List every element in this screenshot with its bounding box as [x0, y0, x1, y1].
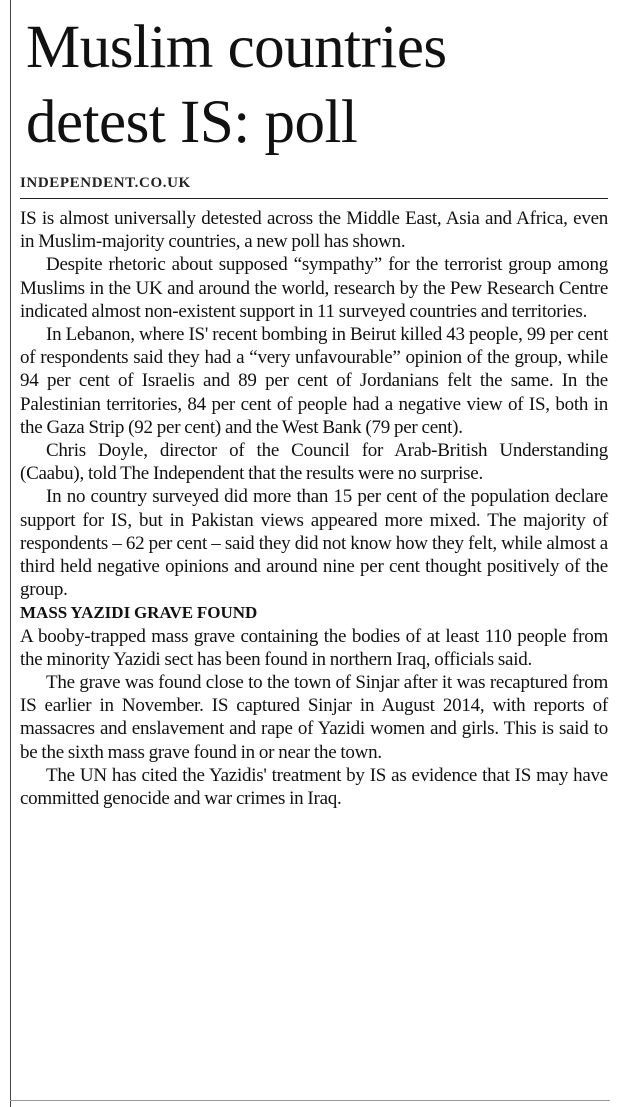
bottom-rule [10, 1100, 610, 1101]
source-credit: INDEPENDENT.CO.UK [20, 175, 191, 191]
headline [20, 10, 608, 160]
paragraph: In Lebanon, where IS' recent bombing in Beirut killed 43 people, 99 per cent of respondents said they had a “very unfavourable” opinion of the group, while 94 per cent of Israelis and 89 per cent of Jordanians felt the same. In the Palestinian territories, 84 per cent of people had a negative view of IS, both in the Gaza Strip (92 per cent) and the West Bank (79 per cent). [20, 324, 608, 438]
paragraph: A booby-trapped mass grave containing the bodies of at least 110 people from the minority Yazidi sect has been found in northern Iraq, officials said. [20, 625, 608, 670]
article [20, 0, 608, 810]
headline-line-2: detest IS: poll [26, 89, 358, 156]
paragraph: IS is almost universally detested across the Middle East, Asia and Africa, even in Muslim-majority countries, a new poll has shown. [20, 208, 608, 253]
subheading: MASS YAZIDI GRAVE FOUND [20, 603, 258, 623]
article-body [20, 207, 608, 810]
paragraph: The grave was found close to the town of Sinjar after it was recaptured from IS earlier in November. IS captured Sinjar in August 2014, with reports of massacres and enslavement and rape of Yazidi women and girls. This is said to be the sixth mass grave found in or near the town. [20, 672, 608, 763]
paragraph: Chris Doyle, director of the Council for Arab-British Understanding (Caabu), told The Independent that the results were no surprise. [20, 440, 608, 485]
paragraph: Despite rhetoric about supposed “sympathy” for the terrorist group among Muslims in the UK and around the world, research by the Pew Research Centre indicated almost non-existent support in 11 surveyed countries and territories. [20, 254, 608, 322]
divider [20, 198, 608, 199]
headline-line-1: Muslim countries [26, 14, 447, 81]
paragraph: The UN has cited the Yazidis' treatment by IS as evidence that IS may have committed genocide and war crimes in Iraq. [20, 764, 608, 810]
column-rule [10, 0, 11, 1107]
paragraph: In no country surveyed did more than 15 per cent of the population declare support for IS, but in Pakistan views appeared more mixed. The majority of respondents – 62 per cent – said they did not know how they felt, while almost a third held negative opinions and around nine per cent thought positively of the group. [20, 486, 608, 601]
